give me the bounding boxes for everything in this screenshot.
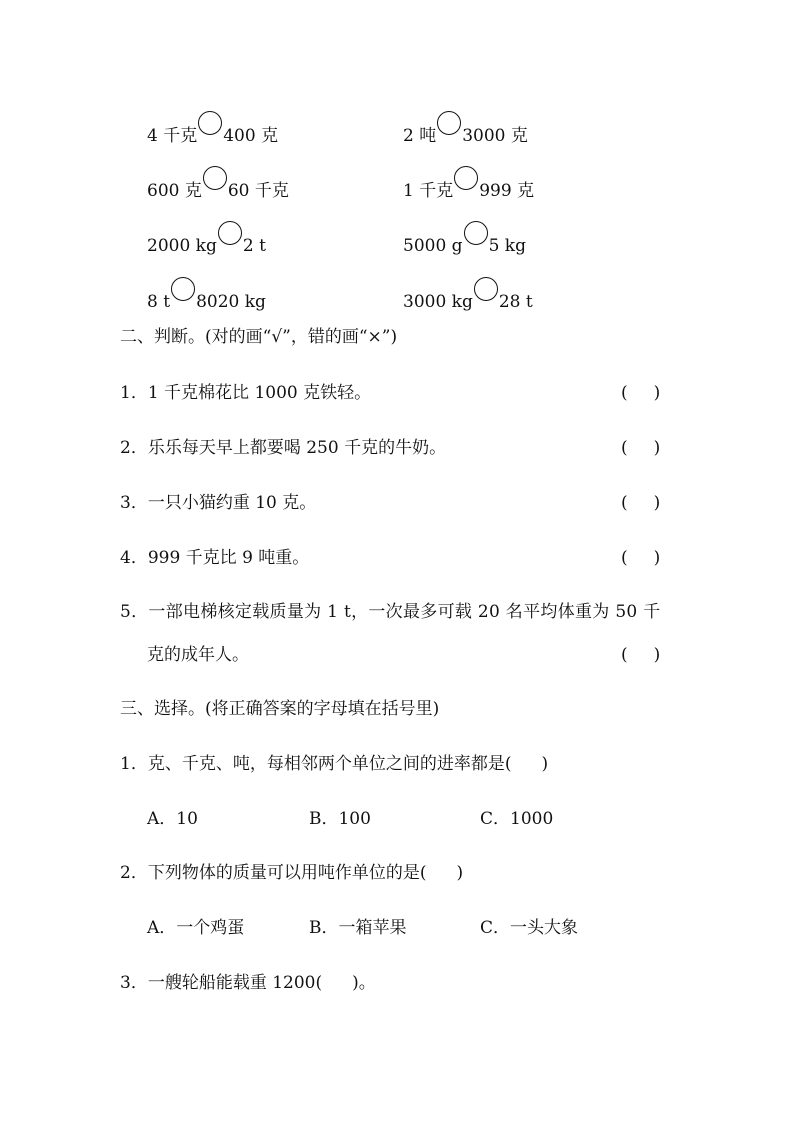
judge-item-5: 5．一部电梯核定载质量为 1 t，一次最多可载 20 名平均体重为 50 千 (120, 602, 661, 622)
compare-right-3-b: 5 kg (488, 236, 526, 256)
choice-q1-close: ) (541, 754, 549, 774)
compare-circle-blank[interactable] (203, 166, 227, 190)
choice-q1-text: 1．克、千克、吨，每相邻两个单位之间的进率都是( (120, 754, 512, 774)
judge-answer-1[interactable] (621, 382, 660, 404)
choice-q2-close: ) (456, 863, 464, 883)
choice-q3-text: 3．一艘轮船能载重 1200( (120, 973, 323, 993)
judge-answer-4[interactable] (621, 547, 660, 569)
paren-close: ) (653, 645, 661, 665)
choice-q2-option-c: C．一头大象 (480, 918, 579, 938)
compare-left-1 (147, 111, 278, 147)
paren-close: ) (653, 383, 661, 403)
judge-item-5-continued: 克的成年人。 (147, 645, 249, 665)
choice-q1 (120, 753, 548, 775)
compare-left-2-b: 60 千克 (227, 181, 289, 201)
compare-right-3 (403, 221, 526, 257)
choice-q3 (120, 972, 376, 994)
compare-right-2-a: 1 千克 (403, 181, 454, 201)
compare-circle-blank[interactable] (454, 166, 478, 190)
compare-right-4-a: 3000 kg (403, 292, 473, 312)
compare-left-4-a: 8 t (147, 292, 171, 312)
compare-left-3 (147, 221, 266, 257)
choice-q1-option-a: A．10 (147, 809, 198, 829)
choice-heading: 三、选择。(将正确答案的字母填在括号里) (120, 699, 440, 719)
compare-left-2 (147, 166, 289, 202)
compare-right-4 (403, 277, 533, 313)
compare-right-1-a: 2 吨 (403, 126, 437, 146)
paren-open: ( (621, 493, 628, 513)
judge-item-1: 1．1 千克棉花比 1000 克铁轻。 (120, 383, 372, 403)
compare-right-1 (403, 111, 528, 147)
compare-right-2 (403, 166, 534, 202)
compare-left-4 (147, 277, 266, 313)
compare-left-3-a: 2000 kg (147, 236, 217, 256)
compare-circle-blank[interactable] (474, 277, 498, 301)
paren-close: ) (653, 493, 661, 513)
compare-right-3-a: 5000 g (403, 236, 463, 256)
paren-open: ( (621, 548, 628, 568)
paren-close: ) (653, 438, 661, 458)
judge-item-3: 3．一只小猫约重 10 克。 (120, 493, 317, 513)
compare-left-1-b: 400 克 (223, 126, 279, 146)
compare-circle-blank[interactable] (464, 221, 488, 245)
compare-left-4-b: 8020 kg (196, 292, 266, 312)
compare-left-1-a: 4 千克 (147, 126, 198, 146)
compare-circle-blank[interactable] (437, 111, 461, 135)
paren-open: ( (621, 383, 628, 403)
paren-open: ( (621, 438, 628, 458)
choice-q2-option-a: A．一个鸡蛋 (147, 918, 245, 938)
choice-q2 (120, 862, 463, 884)
compare-right-4-b: 28 t (498, 292, 533, 312)
judge-answer-2[interactable] (621, 437, 660, 459)
compare-circle-blank[interactable] (198, 111, 222, 135)
judge-answer-3[interactable] (621, 492, 660, 514)
judge-item-4: 4．999 千克比 9 吨重。 (120, 548, 310, 568)
compare-left-3-b: 2 t (242, 236, 266, 256)
judge-answer-5[interactable] (621, 644, 660, 666)
compare-circle-blank[interactable] (171, 277, 195, 301)
judge-item-2: 2．乐乐每天早上都要喝 250 千克的牛奶。 (120, 438, 447, 458)
choice-q2-option-b: B．一箱苹果 (309, 918, 407, 938)
paren-close: ) (653, 548, 661, 568)
choice-q1-option-c: C．1000 (480, 809, 554, 829)
judge-heading: 二、判断。(对的画“√”，错的画“×”) (120, 327, 398, 347)
choice-q3-close: )。 (352, 973, 376, 993)
compare-right-2-b: 999 克 (479, 181, 535, 201)
paren-open: ( (621, 645, 628, 665)
compare-left-2-a: 600 克 (147, 181, 202, 201)
compare-right-1-b: 3000 克 (462, 126, 528, 146)
choice-q1-option-b: B．100 (309, 809, 371, 829)
choice-q2-text: 2．下列物体的质量可以用吨作单位的是( (120, 863, 427, 883)
compare-circle-blank[interactable] (218, 221, 242, 245)
